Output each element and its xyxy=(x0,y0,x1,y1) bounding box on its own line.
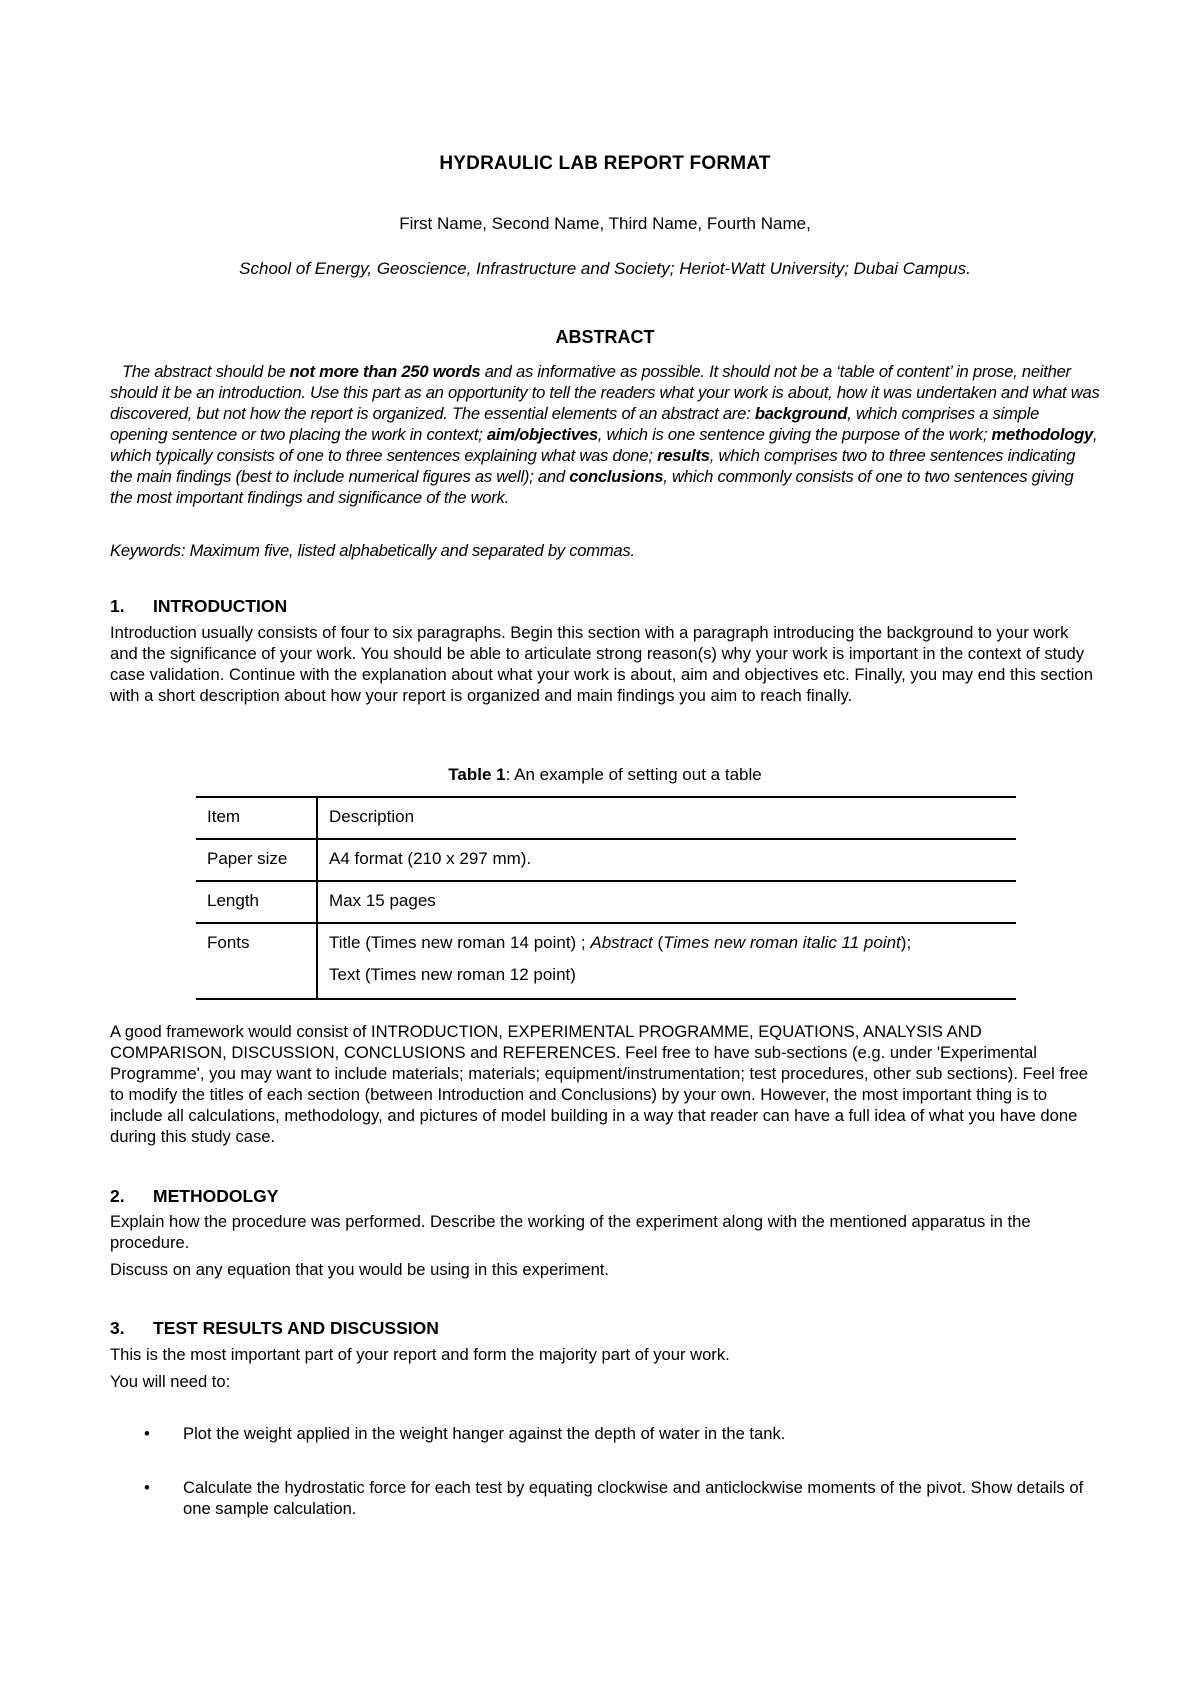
table-cell: Length xyxy=(196,881,317,923)
introduction-paragraph: Introduction usually consists of four to six paragraphs. Begin this section with a paragraph introducing the background to your work and the significance of your work. You should be able to articulate strong reason(s) why your work is important in the context of study case validation. Continue with the explanation about what your work is about, aim and objectives etc. Finally, you may end this section with a short description about how your report is organized and main findings you aim to reach finally. xyxy=(110,623,1093,705)
abstract-emphasis: conclusions xyxy=(569,467,664,486)
table-caption: Table 1: An example of setting out a table xyxy=(448,765,762,784)
table-cell: Fonts xyxy=(196,923,317,999)
list-item: • Plot the weight applied in the weight hanger against the depth of water in the tank. xyxy=(144,1424,786,1443)
table-row xyxy=(196,923,1016,999)
list-item: • Calculate the hydrostatic force for each test by equating clockwise and anticlockwise moments of the pivot. Show details of one sample calculation. xyxy=(144,1478,1084,1518)
table-cell: Item xyxy=(196,797,317,839)
table-cell xyxy=(317,923,1016,999)
abstract-emphasis: not more than 250 words xyxy=(289,362,481,381)
keywords: Keywords: Maximum five, listed alphabetically and separated by commas. xyxy=(110,541,635,560)
framework-paragraph: A good framework would consist of INTRODUCTION, EXPERIMENTAL PROGRAMME, EQUATIONS, ANALYSIS AND COMPARISON, DISCUSSION, CONCLUSIONS and REFERENCES. Feel free to have sub-sections (e.g. under 'Experimental Programme', you may want to include materials; materials; equipment/instrumentation; test procedures, other sub sections). Feel free to modify the titles of each section (between Introduction and Conclusions) by your own. However, the most important thing is to include all calculations, methodology, and pictures of model building in a way that reader can have a full idea of what you have done during this study case. xyxy=(110,1022,1089,1146)
abstract-emphasis: background xyxy=(754,404,848,423)
document-title: HYDRAULIC LAB REPORT FORMAT xyxy=(439,153,771,174)
table-row xyxy=(196,797,1016,839)
results-paragraph: This is the most important part of your report and form the majority part of your work. xyxy=(110,1345,730,1364)
author-list: First Name, Second Name, Third Name, Fourth Name, xyxy=(399,214,811,233)
format-table xyxy=(196,796,1016,1000)
abstract-emphasis: results xyxy=(657,446,710,465)
table-cell: Description xyxy=(317,797,1016,839)
table-row xyxy=(196,839,1016,881)
section-heading-results: 3. TEST RESULTS AND DISCUSSION xyxy=(110,1318,439,1338)
fonts-line: Title (Times new roman 14 point) ; Abstract (Times new roman italic 11 point); xyxy=(329,933,912,952)
task-list xyxy=(110,1477,1100,1519)
section-heading-introduction: 1. INTRODUCTION xyxy=(110,596,288,616)
methodology-paragraph: Explain how the procedure was performed. Describe the working of the experiment along with the mentioned apparatus in the procedure. xyxy=(110,1212,1031,1252)
bullet-icon: • xyxy=(144,1478,150,1497)
bullet-icon: • xyxy=(144,1424,150,1443)
fonts-line: Text (Times new roman 12 point) xyxy=(329,965,576,984)
document-page xyxy=(110,0,1100,1698)
abstract-body: The abstract should be not more than 250 words and as informative as possible. It should not be a ‘table of content’ in prose, neither should it be an introduction. Use this part as an opportunity to tell the readers what your work is about, how it was undertaken and what was discovered, but not how the report is organized. The essential elements of an abstract are: background, which comprises a simple opening sentence or two placing the work in context; aim/objectives, which is one sentence giving the purpose of the work; methodology, which typically consists of one to three sentences explaining what was done; results, which comprises two to three sentences indicating the main findings (best to include numerical figures as well); and conclusions, which commonly consists of one to two sentences giving the most important findings and significance of the work. xyxy=(110,362,1100,507)
table-cell: Paper size xyxy=(196,839,317,881)
abstract-emphasis: methodology xyxy=(991,425,1093,444)
section-heading-methodology: 2. METHODOLGY xyxy=(110,1186,279,1206)
table-cell: Max 15 pages xyxy=(317,881,1016,923)
affiliation: School of Energy, Geoscience, Infrastructure and Society; Heriot-Watt University; Dubai Campus. xyxy=(239,259,971,278)
table-cell: A4 format (210 x 297 mm). xyxy=(317,839,1016,881)
task-list xyxy=(110,1423,1100,1444)
abstract-emphasis: aim/objectives xyxy=(486,425,598,444)
abstract-heading: ABSTRACT xyxy=(555,327,655,347)
table-row xyxy=(196,881,1016,923)
results-paragraph: You will need to: xyxy=(110,1372,231,1391)
methodology-paragraph: Discuss on any equation that you would be using in this experiment. xyxy=(110,1260,610,1279)
